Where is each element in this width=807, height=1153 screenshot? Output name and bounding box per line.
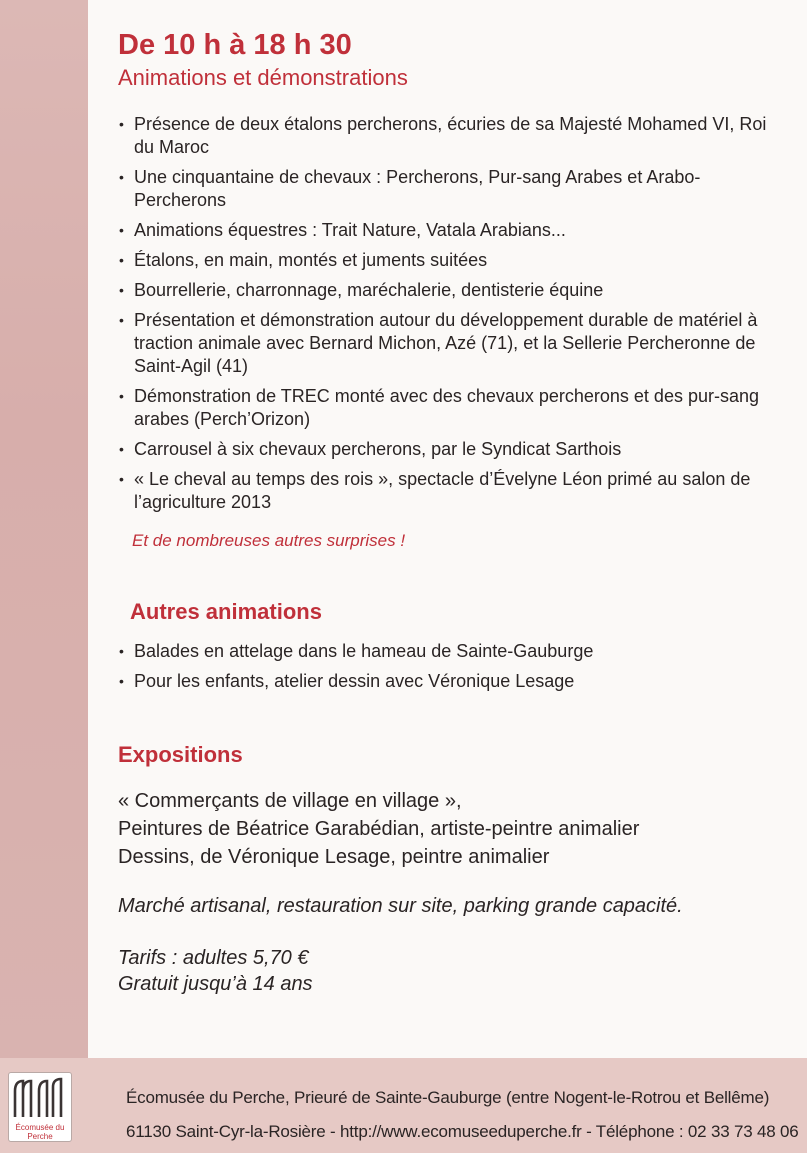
left-decorative-band — [0, 0, 88, 1058]
animations-list — [118, 113, 768, 514]
list-item: • Une cinquantaine de chevaux : Percherons, Pur-sang Arabes et Arabo-Percherons — [118, 166, 768, 212]
expositions-title: Expositions — [118, 742, 243, 767]
footer-contact: 61130 Saint-Cyr-la-Rosière - http://www.ecomuseeduperche.fr - Téléphone : 02 33 73 48 06 — [126, 1122, 799, 1141]
footer — [0, 1058, 807, 1153]
expo-line: Peintures de Béatrice Garabédian, artiste-peintre animalier — [118, 818, 640, 840]
event-time-heading: De 10 h à 18 h 30 — [118, 29, 352, 61]
ecomusee-logo — [8, 1072, 72, 1142]
list-item: • Présentation et démonstration autour du développement durable de matériel à traction animale avec Bernard Michon, Azé (71), et la Sellerie Percheronne de Saint-Agil (41) — [118, 309, 768, 378]
ecomusee-logo-icon — [9, 1073, 71, 1123]
expositions-lines — [118, 787, 768, 871]
marche-note: Marché artisanal, restauration sur site, parking grande capacité. — [118, 895, 683, 917]
list-item: • Animations équestres : Trait Nature, Vatala Arabians... — [118, 219, 768, 242]
expo-line: Dessins, de Véronique Lesage, peintre animalier — [118, 846, 550, 868]
list-item: • Présence de deux étalons percherons, écuries de sa Majesté Mohamed VI, Roi du Maroc — [118, 113, 768, 159]
list-item: • Étalons, en main, montés et juments suitées — [118, 249, 768, 272]
autres-animations-title: Autres animations — [130, 599, 322, 624]
list-item: • « Le cheval au temps des rois », spectacle d’Évelyne Léon primé au salon de l’agriculture 2013 — [118, 468, 768, 514]
logo-text: Écomusée du Perche — [15, 1123, 65, 1141]
expo-line: « Commerçants de village en village », — [118, 790, 462, 812]
animations-subtitle: Animations et démonstrations — [118, 65, 408, 90]
surprise-note: Et de nombreuses autres surprises ! — [132, 531, 406, 550]
list-item: • Bourrellerie, charronnage, maréchalerie, dentisterie équine — [118, 279, 768, 302]
footer-address: Écomusée du Perche, Prieuré de Sainte-Gauburge (entre Nogent-le-Rotrou et Bellême) — [126, 1088, 770, 1107]
main-content — [118, 28, 768, 997]
tarifs-adultes: Tarifs : adultes 5,70 € — [118, 947, 309, 969]
list-item: • Pour les enfants, atelier dessin avec Véronique Lesage — [118, 670, 768, 693]
autres-animations-list — [118, 640, 768, 693]
tarifs-gratuit: Gratuit jusqu’à 14 ans — [118, 973, 313, 995]
tarifs-block — [118, 945, 768, 997]
list-item: • Balades en attelage dans le hameau de Sainte-Gauburge — [118, 640, 768, 663]
list-item: • Carrousel à six chevaux percherons, par le Syndicat Sarthois — [118, 438, 768, 461]
list-item: • Démonstration de TREC monté avec des chevaux percherons et des pur-sang arabes (Perch’Orizon) — [118, 385, 768, 431]
